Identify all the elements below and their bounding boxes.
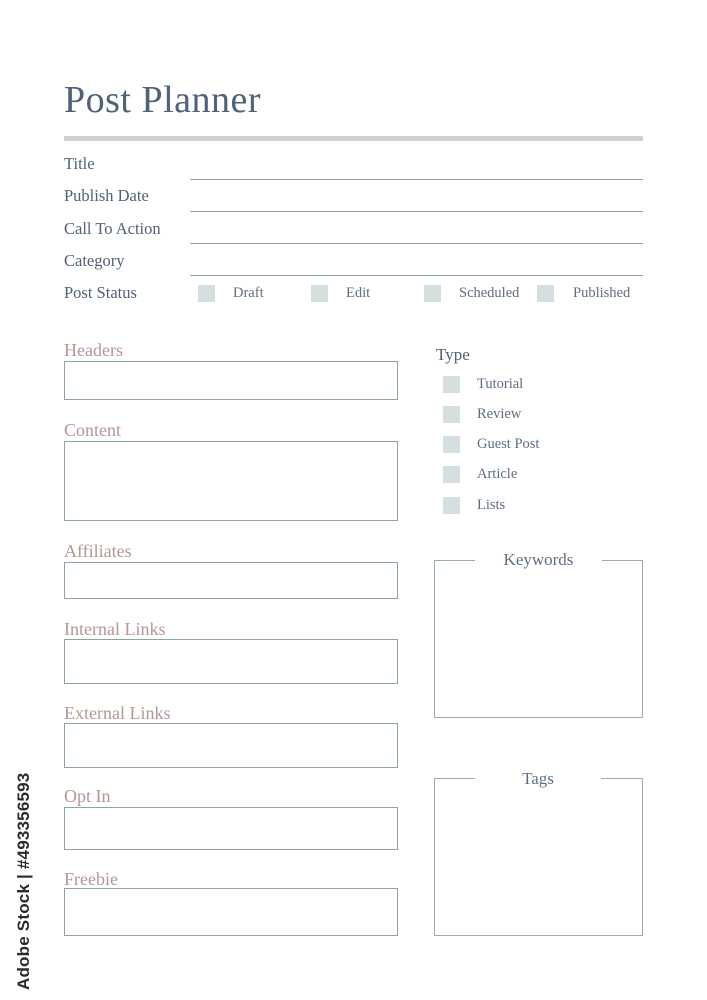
section-label-affiliates: Affiliates: [64, 541, 132, 561]
type-lists-label: Lists: [477, 497, 506, 513]
type-lists-checkbox[interactable]: [443, 497, 460, 514]
opt-in-box[interactable]: [64, 807, 398, 850]
field-label-category: Category: [64, 251, 125, 270]
type-tutorial-checkbox[interactable]: [443, 376, 460, 393]
type-guest-post-checkbox[interactable]: [443, 436, 460, 453]
affiliates-box[interactable]: [64, 562, 398, 599]
keywords-box[interactable]: [434, 560, 643, 718]
field-label-title: Title: [64, 154, 95, 173]
status-scheduled-checkbox[interactable]: [424, 285, 441, 302]
status-draft-checkbox[interactable]: [198, 285, 215, 302]
section-label-content: Content: [64, 420, 121, 440]
type-review-checkbox[interactable]: [443, 406, 460, 423]
title-input-line[interactable]: [190, 179, 643, 180]
status-scheduled-label: Scheduled: [459, 285, 520, 301]
page-title: Post Planner: [64, 79, 262, 121]
type-article-label: Article: [477, 466, 518, 482]
type-review-label: Review: [477, 406, 522, 422]
section-label-opt-in: Opt In: [64, 786, 111, 806]
section-label-freebie: Freebie: [64, 869, 118, 889]
field-label-post-status: Post Status: [64, 283, 137, 302]
freebie-box[interactable]: [64, 888, 398, 936]
tags-box[interactable]: [434, 778, 643, 936]
title-divider: [64, 136, 643, 141]
status-draft-label: Draft: [233, 285, 264, 301]
status-edit-checkbox[interactable]: [311, 285, 328, 302]
status-published-checkbox[interactable]: [537, 285, 554, 302]
section-label-external-links: External Links: [64, 703, 171, 723]
section-label-internal-links: Internal Links: [64, 619, 166, 639]
external-links-box[interactable]: [64, 723, 398, 768]
type-heading: Type: [436, 345, 470, 364]
publish-date-input-line[interactable]: [190, 211, 643, 212]
type-article-checkbox[interactable]: [443, 466, 460, 483]
content-box[interactable]: [64, 441, 398, 521]
internal-links-box[interactable]: [64, 639, 398, 684]
field-label-call-to-action: Call To Action: [64, 219, 161, 238]
status-edit-label: Edit: [346, 285, 371, 301]
field-label-publish-date: Publish Date: [64, 186, 149, 205]
type-guest-post-label: Guest Post: [477, 436, 540, 452]
status-published-label: Published: [573, 285, 631, 301]
stock-watermark: [10, 760, 40, 990]
watermark-text: Adobe Stock | #493356593: [14, 772, 33, 990]
tags-heading: Tags: [522, 769, 554, 788]
section-label-headers: Headers: [64, 340, 123, 360]
headers-box[interactable]: [64, 361, 398, 400]
call-to-action-input-line[interactable]: [190, 243, 643, 244]
type-tutorial-label: Tutorial: [477, 376, 524, 392]
keywords-heading: Keywords: [503, 550, 574, 569]
category-input-line[interactable]: [190, 275, 643, 276]
